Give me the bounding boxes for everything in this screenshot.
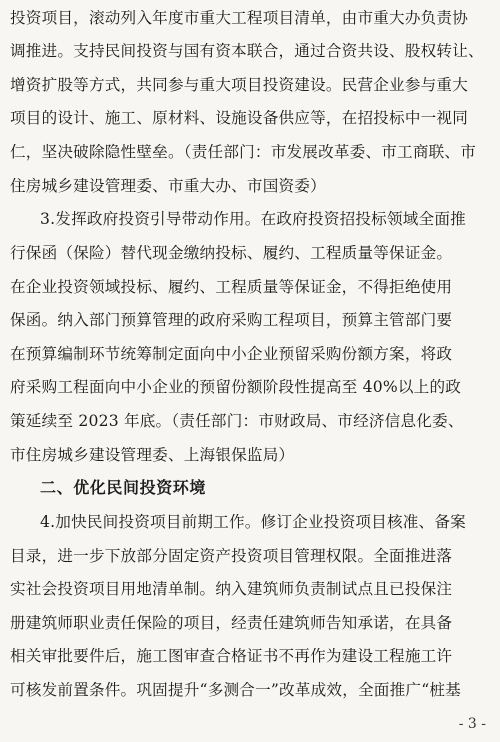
- page-number: - 3 -: [458, 716, 486, 732]
- text-line: 在预算编制环节统筹制定面向中小企业预留采购份额方案，将政: [10, 345, 453, 363]
- text-line: 策延续至 2023 年底。（责任部门：市财政局、市经济信息化委、: [10, 412, 464, 430]
- text-line: 投资项目，滚动列入年度市重大工程项目清单，由市重大办负责协: [10, 9, 469, 27]
- text-line: 仁，坚决破除隐性壁垒。（责任部门：市发展改革委、市工商联、市: [10, 143, 477, 161]
- text-line: 行保函（保险）替代现金缴纳投标、履约、工程质量等保证金。: [10, 244, 453, 262]
- text-line: 在企业投资领域投标、履约、工程质量等保证金，不得拒绝使用: [10, 278, 453, 296]
- text-line: 增资扩股等方式，共同参与重大项目投资建设。民营企业参与重大: [10, 76, 469, 94]
- text-line: 相关审批要件后，施工图审查合格证书不再作为建设工程施工许: [10, 647, 453, 665]
- text-line: 实社会投资项目用地清单制。纳入建筑师负责制试点且已投保注: [10, 580, 453, 598]
- text-line: 可核发前置条件。巩固提升“多测合一”改革成效，全面推广“桩基: [10, 681, 461, 699]
- section-heading: 二、优化民间投资环境: [40, 478, 207, 497]
- paragraph-4-first-line: 4.加快民间投资项目前期工作。修订企业投资项目核准、备案: [40, 513, 466, 531]
- text-line: 住房城乡建设管理委、市重大办、市国资委）: [10, 177, 326, 195]
- text-line: 目录，进一步下放部分固定资产投资项目管理权限。全面推进落: [10, 547, 453, 565]
- text-line: 调推进。支持民间投资与国有资本联合，通过合资共设、股权转让、: [10, 42, 484, 60]
- paragraph-3-first-line: 3.发挥政府投资引导带动作用。在政府投资招投标领域全面推: [40, 210, 466, 228]
- text-line: 府采购工程面向中小企业的预留份额阶段性提高至 40%以上的政: [10, 378, 462, 396]
- text-line: 市住房城乡建设管理委、上海银保监局）: [10, 446, 295, 464]
- text-line: 保函。纳入部门预算管理的政府采购工程项目，预算主管部门要: [10, 311, 453, 329]
- text-line: 册建筑师职业责任保险的项目，经责任建筑师告知承诺，在具备: [10, 614, 453, 632]
- text-line: 项目的设计、施工、原材料、设施设备供应等，在招投标中一视同: [10, 109, 469, 127]
